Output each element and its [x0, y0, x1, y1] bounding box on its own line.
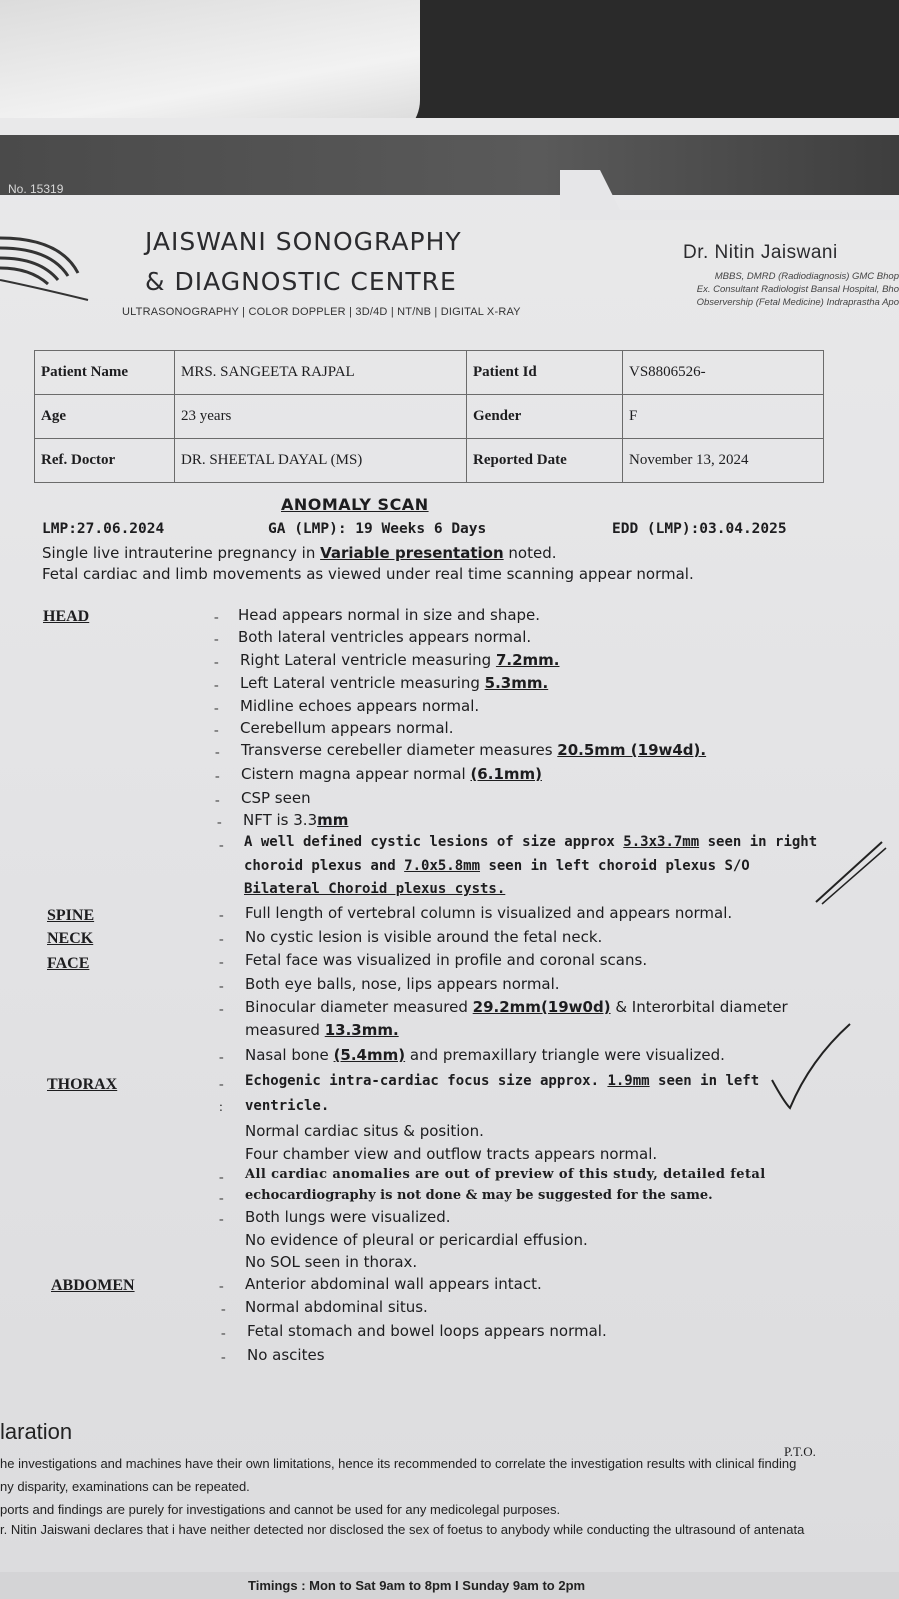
head-line-11-value: 5.3x3.7mm [623, 834, 700, 850]
face-line-5-post: and premaxillary triangle were visualized. [405, 1046, 725, 1064]
pen-check-mark-icon [770, 1020, 870, 1120]
patient-info-table [34, 350, 824, 483]
declaration-line-4: r. Nitin Jaiswani declares that i have neither detected nor disclosed the sex of foetus to anybody while conducting the ultrasound of antenata [0, 1522, 805, 1537]
face-line-1: Fetal face was visualized in profile and coronal scans. [245, 951, 648, 969]
head-line-9: CSP seen [241, 789, 311, 807]
face-line-3-value: 29.2mm(19w0d) [472, 998, 611, 1016]
thorax-line-4: Four chamber view and outflow tracts appears normal. [245, 1145, 658, 1163]
face-line-4 [245, 1021, 399, 1039]
intro-1-post: noted. [503, 544, 557, 562]
thorax-line-1-value: 1.9mm [607, 1073, 650, 1089]
head-line-12-text: choroid plexus and [244, 858, 405, 874]
face-line-5-text: Nasal bone [245, 1046, 334, 1064]
thorax-line-1 [245, 1073, 759, 1089]
head-line-8 [241, 765, 542, 783]
abdomen-line-1: Anterior abdominal wall appears intact. [245, 1275, 542, 1293]
head-line-10-text: NFT is 3.3 [243, 811, 318, 829]
head-line-10-value: mm [317, 811, 349, 829]
head-line-11-post: seen in right [699, 834, 818, 850]
face-line-2: Both eye balls, nose, lips appears normal. [245, 975, 560, 993]
declaration-title: laration [0, 1419, 73, 1444]
head-line-11 [244, 834, 817, 850]
ref-doctor-label: Ref. Doctor [35, 439, 175, 483]
thorax-line-1-post: seen in left [649, 1073, 760, 1089]
centre-name [145, 222, 462, 302]
table-row [35, 439, 824, 483]
patient-name-value: MRS. SANGEETA RAJPAL [175, 351, 467, 395]
thorax-line-9: No SOL seen in thorax. [245, 1253, 418, 1271]
head-line-12 [244, 858, 750, 874]
spine-line-1: Full length of vertebral column is visualized and appears normal. [245, 904, 733, 922]
gestational-age: GA (LMP): 19 Weeks 6 Days [268, 521, 487, 537]
ref-doctor-value: DR. SHEETAL DAYAL (MS) [175, 439, 467, 483]
intro-1-presentation: Variable presentation [320, 544, 504, 562]
face-line-4-text: measured [245, 1021, 325, 1039]
declaration-line-1: he investigations and machines have their own limitations, hence its recommended to correlate the investigation results with clinical finding [0, 1456, 797, 1471]
declaration-line-3: ports and findings are purely for investigations and cannot be used for any medicolegal purposes. [0, 1502, 561, 1517]
gender-value: F [623, 395, 824, 439]
thorax-line-7: Both lungs were visualized. [245, 1208, 451, 1226]
head-line-3-value: 7.2mm. [495, 651, 560, 669]
section-head: HEAD [43, 608, 90, 625]
head-line-11-text: A well defined cystic lesions of size approx [244, 834, 624, 850]
intro-line-2: Fetal cardiac and limb movements as viewed under real time scanning appear normal. [42, 565, 694, 583]
head-line-7-text: Transverse cerebeller diameter measures [241, 741, 558, 759]
head-line-4-value: 5.3mm. [484, 674, 549, 692]
doctor-name: Dr. Nitin Jaiswani [683, 242, 838, 263]
patient-id-value: VS8806526- [623, 351, 824, 395]
thorax-line-6: echocardiography is not done & may be suggested for the same. [245, 1188, 713, 1203]
head-line-10 [243, 811, 348, 829]
report-title: ANOMALY SCAN [281, 495, 429, 514]
head-line-12-post: seen in left choroid plexus S/O [480, 858, 750, 874]
thorax-line-5: All cardiac anomalies are out of preview of this study, detailed fetal [245, 1167, 766, 1182]
head-line-2: Both lateral ventricles appears normal. [238, 628, 532, 646]
abdomen-line-3: Fetal stomach and bowel loops appears normal. [247, 1322, 607, 1340]
head-line-8-text: Cistern magna appear normal [241, 765, 471, 783]
edd: EDD (LMP):03.04.2025 [612, 521, 787, 537]
pto-mark: P.T.O. [784, 1444, 816, 1459]
reported-date-label: Reported Date [467, 439, 623, 483]
section-face: FACE [47, 955, 90, 972]
doctor-credential-1: MBBS, DMRD (Radiodiagnosis) GMC Bhop [714, 271, 899, 282]
centre-name-line2: & DIAGNOSTIC CENTRE [145, 267, 457, 296]
centre-name-line1: JAISWANI SONOGRAPHY [145, 227, 462, 256]
doctor-credential-3: Observership (Fetal Medicine) Indraprastha Apo [696, 297, 899, 308]
face-line-5-value: (5.4mm) [333, 1046, 406, 1064]
services-line: ULTRASONOGRAPHY | COLOR DOPPLER | 3D/4D | NT/NB | DIGITAL X-RAY [122, 306, 521, 318]
thorax-line-1-text: Echogenic intra-cardiac focus size approx. [245, 1073, 608, 1089]
face-line-5 [245, 1046, 725, 1064]
section-thorax: THORAX [47, 1076, 118, 1093]
face-line-3 [245, 998, 788, 1016]
section-neck: NECK [47, 930, 94, 947]
head-line-5: Midline echoes appears normal. [240, 697, 480, 715]
timings: Timings : Mon to Sat 9am to 8pm I Sunday 9am to 2pm [248, 1578, 586, 1593]
lmp: LMP:27.06.2024 [42, 521, 165, 537]
head-line-7-value: 20.5mm (19w4d). [557, 741, 707, 759]
face-line-3-text: Binocular diameter measured [245, 998, 473, 1016]
head-line-13: Bilateral Choroid plexus cysts. [244, 881, 506, 897]
intro-line-1 [42, 544, 557, 562]
doctor-credential-2: Ex. Consultant Radiologist Bansal Hospital, Bho [696, 284, 899, 295]
age-value: 23 years [175, 395, 467, 439]
thorax-line-8: No evidence of pleural or pericardial effusion. [245, 1231, 588, 1249]
patient-name-label: Patient Name [35, 351, 175, 395]
intro-1-pre: Single live intrauterine pregnancy in [42, 544, 321, 562]
table-row [35, 351, 824, 395]
declaration-line-2: ny disparity, examinations can be repeated. [0, 1479, 250, 1494]
face-line-3-post: & Interorbital diameter [610, 998, 788, 1016]
pen-slash-mark-icon [808, 838, 888, 908]
head-line-3 [240, 651, 559, 669]
head-line-6: Cerebellum appears normal. [240, 719, 454, 737]
face-line-4-value: 13.3mm. [324, 1021, 399, 1039]
abdomen-line-4: No ascites [247, 1346, 325, 1364]
head-line-3-text: Right Lateral ventricle measuring [240, 651, 496, 669]
head-line-8-value: (6.1mm) [470, 765, 542, 783]
section-abdomen: ABDOMEN [51, 1277, 135, 1294]
reported-date-value: November 13, 2024 [623, 439, 824, 483]
serial-number: No. 15319 [8, 182, 64, 196]
thorax-line-3: Normal cardiac situs & position. [245, 1122, 484, 1140]
sound-wave-logo-icon [0, 228, 90, 308]
head-line-12-value: 7.0x5.8mm [404, 858, 481, 874]
patient-id-label: Patient Id [467, 351, 623, 395]
head-line-4 [240, 674, 548, 692]
head-line-4-text: Left Lateral ventricle measuring [240, 674, 485, 692]
age-label: Age [35, 395, 175, 439]
section-spine: SPINE [47, 907, 95, 924]
table-row [35, 395, 824, 439]
neck-line-1: No cystic lesion is visible around the fetal neck. [245, 928, 603, 946]
abdomen-line-2: Normal abdominal situs. [245, 1298, 428, 1316]
doctor-credentials [632, 270, 899, 309]
head-line-1: Head appears normal in size and shape. [238, 606, 541, 624]
thorax-line-2: ventricle. [245, 1098, 330, 1114]
head-line-7 [241, 741, 706, 759]
header-band [0, 135, 899, 195]
gender-label: Gender [467, 395, 623, 439]
